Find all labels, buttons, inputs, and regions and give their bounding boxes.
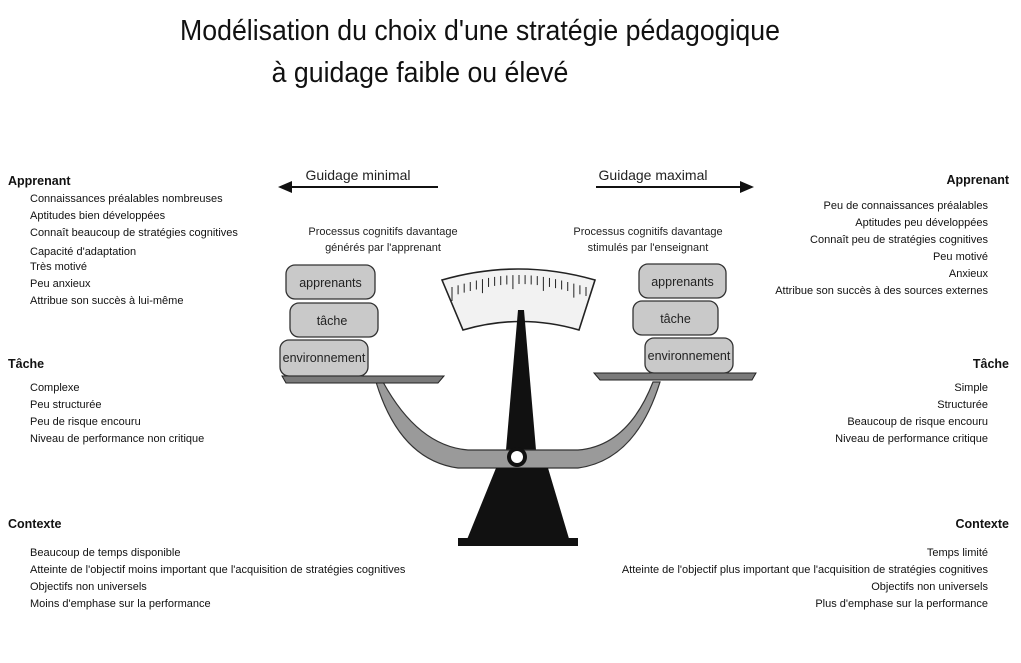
left-block-tache — [290, 303, 378, 337]
right-contexte-heading: Contexte — [955, 517, 1009, 531]
left-apprenant-heading: Apprenant — [8, 174, 71, 188]
left-block-environnement-label: environnement — [282, 351, 366, 365]
left-contexte-item: Atteinte de l'objectif moins important que l'acquisition de stratégies cognitives — [30, 564, 406, 576]
left-apprenant-item: Peu anxieux — [30, 278, 91, 290]
right-tache-item: Structurée — [937, 399, 988, 411]
right-block-apprenants — [639, 264, 726, 298]
left-apprenant-item: Connaît beaucoup de stratégies cognitives — [30, 227, 238, 239]
left-apprenant-item: Aptitudes bien développées — [30, 210, 166, 222]
left-apprenant-item: Connaissances préalables nombreuses — [30, 193, 223, 205]
right-tache-item: Beaucoup de risque encouru — [847, 416, 988, 428]
left-apprenant-item: Très motivé — [30, 261, 88, 273]
right-apprenant-heading: Apprenant — [946, 173, 1009, 187]
right-tache-item: Niveau de performance critique — [835, 433, 988, 445]
right-contexte-item: Atteinte de l'objectif plus important que l'acquisition de stratégies cognitives — [621, 564, 988, 576]
left-tache-item: Peu structurée — [30, 399, 102, 411]
scale-stand — [466, 468, 570, 542]
title-line-2: à guidage faible ou élevé — [271, 57, 569, 89]
left-process-line-1: Processus cognitifs davantage — [308, 226, 458, 238]
left-block-apprenants — [286, 265, 375, 299]
right-pan — [594, 373, 756, 380]
right-contexte-item: Plus d'emphase sur la performance — [815, 598, 988, 610]
right-block-apprenants-label: apprenants — [651, 275, 714, 289]
left-apprenant-item: Attribue son succès à lui-même — [30, 295, 184, 307]
scale-base — [458, 538, 578, 546]
left-block-apprenants-label: apprenants — [299, 276, 362, 290]
right-tache-item: Simple — [954, 382, 988, 394]
right-apprenant-item: Anxieux — [948, 268, 988, 280]
right-apprenant-item: Peu motivé — [932, 251, 988, 263]
left-tache-item: Complexe — [30, 382, 80, 394]
left-pan — [282, 376, 444, 383]
right-process-line-1: Processus cognitifs davantage — [573, 226, 723, 238]
right-apprenant-item: Attribue son succès à des sources externes — [775, 285, 988, 297]
right-apprenant-item: Peu de connaissances préalables — [823, 200, 988, 212]
right-block-tache — [633, 301, 718, 335]
left-tache-item: Peu de risque encouru — [30, 416, 141, 428]
right-block-environnement-label: environnement — [647, 349, 731, 363]
left-block-environnement — [280, 340, 368, 376]
right-contexte-item: Temps limité — [926, 547, 988, 559]
right-block-tache-label: tâche — [660, 312, 691, 326]
left-apprenant-item: Capacité d'adaptation — [30, 246, 137, 258]
scale-needle — [506, 310, 536, 450]
left-contexte-heading: Contexte — [8, 517, 62, 531]
right-block-environnement — [645, 338, 733, 373]
left-tache-item: Niveau de performance non critique — [30, 433, 205, 445]
left-tache-heading: Tâche — [8, 357, 45, 371]
left-contexte-item: Beaucoup de temps disponible — [30, 547, 181, 559]
left-contexte-item: Moins d'emphase sur la performance — [30, 598, 211, 610]
right-process-line-2: stimulés par l'enseignant — [587, 242, 709, 254]
right-tache-heading: Tâche — [972, 357, 1009, 371]
pivot-hole — [511, 451, 523, 463]
guidage-minimal-label: Guidage minimal — [305, 167, 411, 183]
guidage-maximal-label: Guidage maximal — [598, 167, 708, 183]
right-apprenant-item: Connaît peu de stratégies cognitives — [810, 234, 988, 246]
right-apprenant-item: Aptitudes peu développées — [855, 217, 988, 229]
title-line-1: Modélisation du choix d'une stratégie pédagogique — [180, 15, 780, 47]
left-contexte-item: Objectifs non universels — [30, 581, 147, 593]
balance-scale-diagram — [258, 150, 770, 550]
left-process-line-2: générés par l'apprenant — [325, 242, 441, 254]
right-contexte-item: Objectifs non universels — [871, 581, 988, 593]
left-block-tache-label: tâche — [316, 314, 348, 328]
